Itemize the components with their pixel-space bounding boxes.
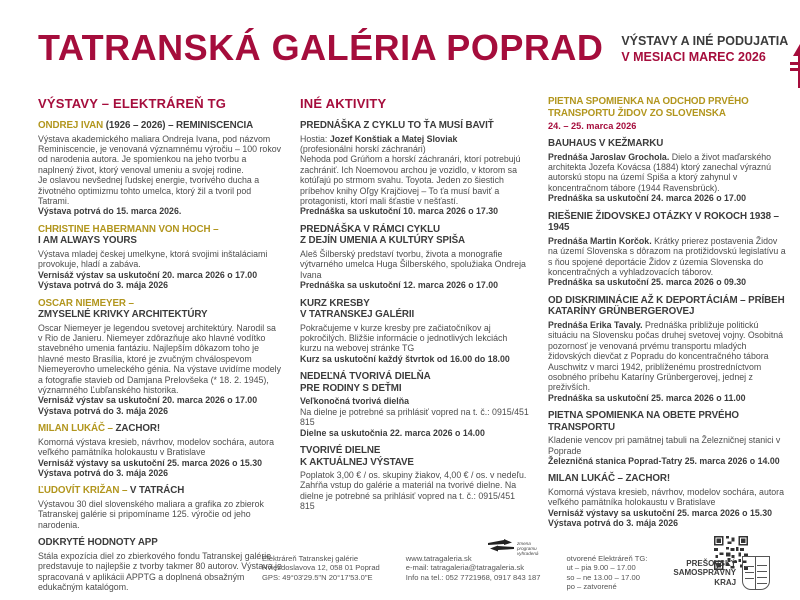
activity-subtitle: Veľkonočná tvorivá dielňa — [300, 396, 409, 407]
event-vernissage: Vernisáž výstav sa uskutoční 20. marca 2026 o 17.00 — [38, 395, 258, 406]
activity-title: PREDNÁŠKA Z CYKLU TO ŤA MUSÍ BAVIŤ — [300, 120, 494, 131]
footer-opening-hours: otvorené Elektráreň TG: ut – pia 9.00 – 17.00 so – ne 13.00 – 17.00 po – zatvorené — [566, 553, 648, 592]
lecture-section-diskriminacia — [548, 295, 786, 403]
commemoration-title: PIETNA SPOMIENKA NA ODCHOD PRVÉHO TRANSPORTU ŽIDOV ZO SLOVENSKA — [548, 96, 749, 119]
lecture-date: Prednáška sa uskutoční 24. marca 2026 o 17.00 — [548, 193, 747, 204]
phone-numbers: Info na tel.: 052 7721968, 0917 843 187 — [405, 572, 541, 582]
event-description: Stála expozícia diel zo zbierkového fondu Tatranskej galérie predstavuje to najlepšie z tvorby takmer 80 autorov. Výstava je spracovaná v aplikácii APPTG a doplnená obsažným edukačným katalógom. — [38, 550, 282, 592]
event-section-habermann — [38, 224, 282, 291]
activity-description: Nehoda pod Grúňom a horskí záchranári, ktorí potrebujú zachrániť. Ich Noemovou archou je vozidlo, v ktorom sa kotúľajú po strmom svahu. Toyota. Jeden zo šiestich príbehov knihy Oľgy Krajčiovej – To ťa musí baviť a protagonisti, ktorí mali šťastie v nešťastí. — [300, 154, 521, 206]
event-section-krizan — [38, 485, 282, 530]
lecture-description: Prednáša Jaroslav Grochola. Dielo a život maďarského architekta Jozefa Kovácsa (1884) ktorý zanechal výraznú autorskú stopu na území Spiša a ktorý zahynul v koncentračnom tábore (1944 Ravensbrück). — [548, 151, 771, 193]
event-section-lukac — [38, 423, 282, 478]
event-date: Výstava potrvá do 3. mája 2026 — [38, 405, 169, 416]
footer-contact — [406, 554, 541, 592]
column1-heading: VÝSTAVY – ELEKTRÁREŇ TG — [38, 96, 227, 111]
column-activities — [300, 96, 530, 599]
activity-section-nedelna-dielna — [300, 371, 530, 438]
event-description: Oscar Niemeyer je legendou svetovej architektúry. Narodil sa v Rio de Janieru. Niemeyer zdôrazňuje ako hlavné vodítko stavebného umenia fantáziu. Najlepším dôkazom toho je hlavné mesto Brasília, ktoré je zvučným chválospevom Niemeyerovho umeleckého génia. Na výstave uvidíme modely a fotografie stavieb od Damjana Prelovšeka (* 18. 2. 1945), významného Ľubľanského historika. — [38, 322, 282, 396]
email-address: e-mail: tatragaleria@tatragaleria.sk — [405, 563, 525, 573]
event-section-odkryte-hodnoty — [38, 537, 282, 592]
event-date: Výstava potrvá do 3. mája 2026 — [38, 468, 169, 479]
event-date: Výstava potrvá do 3. mája 2026 — [38, 280, 169, 291]
event-title: MILAN LUKÁČ – ZACHOR! — [38, 423, 160, 435]
lecture-section-riesenie — [548, 211, 786, 288]
footer-region — [673, 554, 770, 592]
lecture-description: Prednáša Erika Tavaly. Prednáška približuje politickú situáciu na Slovensku počas druhej svetovej vojny. Osobitná pozornosť je venovaná prvému transportu mladých židovských dievčat z Popradu do koncentračného tábora Auschwitz v marci 1942, priblíženému prostredníctvom osobného príbehu Kataríny Grünbergerovej, jednej z preživších. — [548, 319, 784, 393]
activity-section-tvorive-dielne — [300, 445, 530, 512]
activity-date: Dielne sa uskutočnia 22. marca 2026 o 14.00 — [300, 427, 485, 438]
commemoration-description: Kladenie vencov pri pamätnej tabuli na Železničnej stanici v Poprade — [548, 435, 781, 456]
column-commemoration — [548, 96, 786, 599]
activity-title: NEDEĽNÁ TVORIVÁ DIELŇA PRE RODINY S DEŤMI — [300, 371, 431, 394]
footer-address: Elektráreň Tatranskej galérie Hviezdoslavova 12, 058 01 Poprad GPS: 49°03'29.5"N 20°17'53.0"E — [262, 553, 380, 582]
event-section-niemeyer — [38, 298, 282, 417]
commemoration-section-obete — [548, 410, 786, 466]
footer — [262, 554, 770, 592]
lecture-description: Prednáša Martin Korčok. Krátky prierez postavenia Židov na území Slovenska s dôrazom na protižidovskú legislatívu a s ňou spojené deportácie Židov z územia Slovenska do koncentračných a vyhladzovacích táborov. — [548, 235, 786, 277]
commemoration-header-section — [548, 96, 786, 131]
commemoration-date: Železničná stanica Poprad-Tatry 25. marca 2026 o 14.00 — [548, 456, 780, 467]
column2-heading: INÉ AKTIVITY — [300, 96, 387, 111]
event-date: Výstava potrvá do 15. marca 2026. — [38, 206, 182, 217]
event-title: OSCAR NIEMEYER – ZMYSELNÉ KRIVKY ARCHITEKTÚRY — [38, 297, 208, 321]
event-title: MILAN LUKÁČ – ZACHOR! — [548, 473, 670, 485]
event-title: ĽUDOVÍT KRIŽAN – V TATRÁCH — [38, 485, 185, 497]
activity-section-lecture-bavit — [300, 120, 530, 217]
content-columns — [38, 96, 786, 599]
event-vernissage: Vernisáž výstavy sa uskutoční 25. marca 2026 o 15.30 — [548, 507, 772, 518]
gallery-logo-icon — [788, 32, 800, 99]
event-section-ondrej-ivan — [38, 120, 282, 217]
event-title: CHRISTINE HABERMANN VON HOCH – I AM ALWAYS YOURS — [38, 223, 219, 247]
header-subtitle — [621, 34, 788, 65]
activity-description: Pokračujeme v kurze kresby pre začiatočníkov aj pokročilých. Bližšie informácie o jednotlivých lekciách kurzu na webovej stránke TG — [300, 322, 508, 354]
website-url: www.tatragaleria.sk — [405, 553, 472, 563]
event-section-lukac-zachor — [548, 473, 786, 528]
lecture-title: RIEŠENIE ŽIDOVSKEJ OTÁZKY V ROKOCH 1938 – 1945 — [548, 210, 779, 234]
activity-date: Kurz sa uskutoční každý štvrtok od 16.00 do 18.00 — [300, 353, 510, 364]
event-title: ODKRYTÉ HODNOTY APP — [38, 537, 158, 549]
event-date: Výstava potrvá do 3. mája 2026 — [548, 518, 679, 529]
activity-title: KURZ KRESBY V TATRANSKEJ GALÉRII — [300, 297, 415, 321]
commemoration-date: 24. – 25. marca 2026 — [548, 121, 637, 132]
event-description: Výstava mladej českej umelkyne, ktorá svojimi inštaláciami provokuje, hladí a zabáva. — [38, 248, 268, 270]
column-exhibitions — [38, 96, 282, 599]
activity-date: Prednáška sa uskutoční 10. marca 2026 o 17.30 — [300, 206, 499, 217]
activity-title: TVORIVÉ DIELNE K AKTUÁLNEJ VÝSTAVE — [300, 444, 414, 468]
event-description: Komorná výstava kresieb, návrhov, modelov sochára, autora veľkého pamätníka holokaustu v Bratislave — [548, 487, 785, 508]
lecture-title: BAUHAUS V KEŽMARKU — [548, 138, 664, 150]
commemoration-title: PIETNA SPOMIENKA NA OBETE PRVÉHO TRANSPORTU — [548, 410, 739, 433]
subtitle-line1: VÝSTAVY A INÉ PODUJATIA — [621, 34, 789, 48]
activity-section-lecture-spis — [300, 224, 530, 291]
activity-hosts: Hostia: Jozef Konštiak a Matej Sloviak (profesionálni horskí záchranári) — [300, 133, 458, 154]
activity-description: Na dielne je potrebné sa prihlásiť vopred na t. č.: 0915/451 815 — [300, 406, 529, 428]
activity-description: Poplatok 3,00 € / os. skupiny žiakov, 4,00 € / os. v nedeľu. Zahŕňa vstup do galérie a materiál na tvorivé dielne. Na dielne je potrebné sa prihlásiť vopred na t. č.: 0915/451 815 — [300, 470, 527, 512]
header — [38, 27, 789, 99]
lecture-date: Prednáška sa uskutoční 25. marca 2026 o 09.30 — [548, 277, 747, 288]
lecture-title: OD DISKRIMINÁCIE AŽ K DEPORTÁCIÁM – PRÍBEH KATARÍNY GRÜNBERGEROVEJ — [548, 294, 785, 318]
activity-title: PREDNÁŠKA V RÁMCI CYKLU Z DEJÍN UMENIA A KULTÚRY SPIŠA — [300, 223, 466, 247]
subtitle-line2: V MESIACI MAREC 2026 — [621, 49, 766, 64]
gps-coordinates: GPS: 49°03'29.5"N 20°17'53.0"E — [262, 572, 373, 582]
event-title: ONDREJ IVAN (1926 – 2026) – REMINISCENCIA — [38, 120, 254, 131]
event-description: Výstava akademického maliara Ondreja Ivana, pod názvom Reminiscencie, je venovaná významnému výročiu – 100 rokov od narodenia autora. Je spomienkou na jeho tvorbu a naplnený život, ktorý venoval umeniu a svojej rodine. — [38, 133, 282, 175]
lecture-date: Prednáška sa uskutoční 25. marca 2026 o 11.00 — [548, 392, 746, 403]
region-name: PREŠOVSKÝ SAMOSPRÁVNY KRAJ — [673, 558, 737, 587]
lecture-section-bauhaus — [548, 138, 786, 204]
event-vernissage: Vernisáž výstavy sa uskutoční 25. marca 2026 o 15.30 — [38, 457, 262, 468]
coat-of-arms-icon — [742, 556, 770, 590]
notice-text: zmena programu vyhradená — [517, 541, 539, 556]
event-description: Výstavou 30 diel slovenského maliara a grafika zo zbierok Tatranskej galérie si pripomíname 125. výročie od jeho narodenia. — [38, 498, 264, 530]
activity-section-kurz-kresby — [300, 298, 530, 365]
event-description: Komorná výstava kresieb, návrhov, modelov sochára, autora veľkého pamätníka holokaustu v Bratislave — [38, 436, 275, 458]
event-vernissage: Vernisáž výstav sa uskutoční 20. marca 2026 o 17.00 — [38, 269, 258, 280]
activity-description: Aleš Šilberský predstaví tvorbu, života a monografie výtvarného umelca Huga Šilberského, spolužiaka Ondreja Ivana — [300, 248, 526, 280]
event-description-2: Je oslavou nevšednej ľudskej energie, tvorivého ducha a životného optimizmu tohto umelca, ktorý žil a tvoril pod Tatrami. — [38, 175, 260, 206]
activity-date: Prednáška sa uskutoční 12. marca 2026 o 17.00 — [300, 280, 499, 291]
page-title: TATRANSKÁ GALÉRIA POPRAD — [38, 27, 604, 68]
